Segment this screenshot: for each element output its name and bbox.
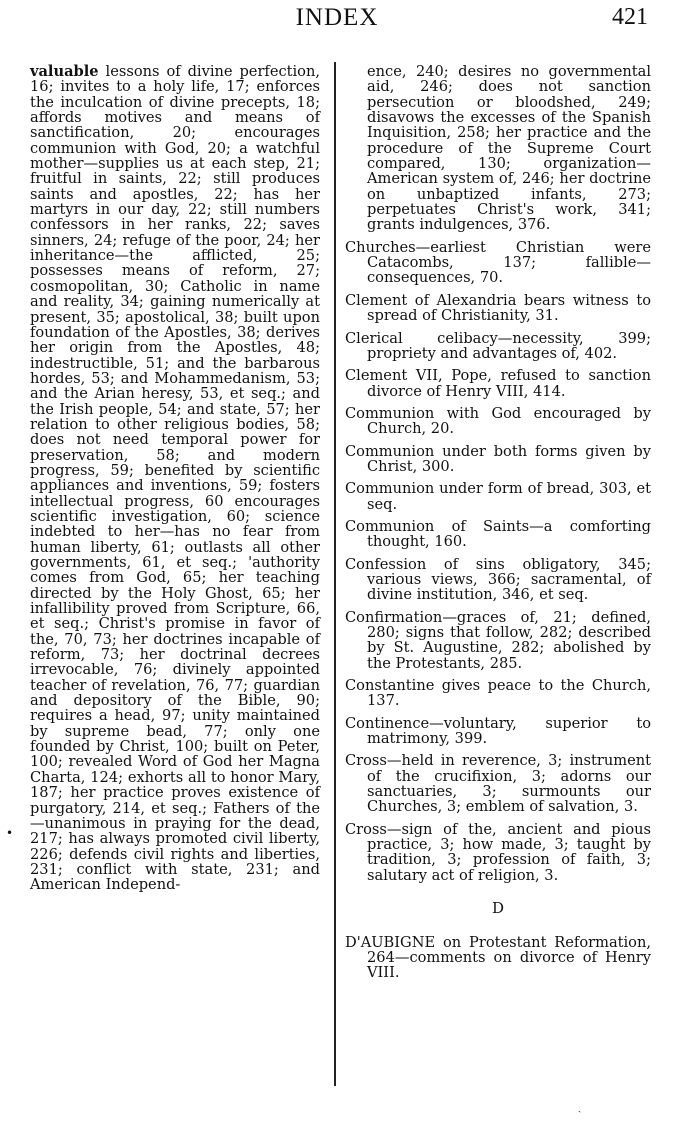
index-entry: Communion under both forms given by Christ, 300. — [345, 442, 651, 475]
index-entry: Churches—earliest Christian were Catacombs, 137; fallible—consequences, 70. — [345, 238, 651, 287]
right-column — [345, 64, 651, 988]
index-entry: D'AUBIGNE on Protestant Reformation, 264—comments on divorce of Henry VIII. — [345, 933, 651, 982]
index-entry: Confession of sins obligatory, 345; various views, 366; sacramental, of divine institution, 346, et seq. — [345, 555, 651, 604]
index-entry: Clement VII, Pope, refused to sanction divorce of Henry VIII, 414. — [345, 367, 651, 400]
index-entry: Continence—voluntary, superior to matrimony, 399. — [345, 714, 651, 748]
index-entry: Cross—sign of the, ancient and pious practice, 3; how made, 3; taught by tradition, 3; profession of faith, 3; salutary act of religion, 3. — [345, 820, 651, 884]
index-entry: Confirmation—graces of, 21; defined, 280; signs that follow, 282; described by St. Augustine, 282; abolished by the Protestants, 285. — [345, 608, 651, 672]
section-letter-d: D — [491, 899, 505, 918]
index-entry: Communion of Saints—a comforting thought, 160. — [345, 517, 651, 551]
page-header — [0, 0, 674, 40]
page-number: 421 — [612, 4, 648, 30]
left-column — [30, 64, 320, 893]
running-title: INDEX — [295, 4, 379, 31]
column-divider — [334, 62, 336, 1086]
index-entry: Clement of Alexandria bears witness to spread of Christianity, 31. — [345, 291, 651, 325]
foot-mark: ˎ — [578, 1102, 582, 1113]
index-entry: Communion under form of bread, 303, et seq. — [345, 480, 651, 513]
church-entry-continuation-right: ence, 240; desires no governmental aid, 246; does not sanction persecution or bloodshed, 249; disavows the excesses of the Spanish Inquisition, 258; her practice and the procedure of the Supreme Court compared, 130; organization—American system of, 246; her doctrine on unbaptized infants, 273; perpetuates Christ's work, 341; grants indulgences, 376. — [367, 63, 651, 234]
continuation-lead-word: valuable — [30, 63, 99, 80]
margin-mark: • — [6, 826, 14, 840]
church-entry-continuation — [30, 64, 320, 893]
index-entry: Cross—held in reverence, 3; instrument of the crucifixion, 3; adorns our sanctuaries, 3; surmounts our Churches, 3; emblem of salvation, 3. — [345, 752, 651, 816]
index-entry: Communion with God encouraged by Church, 20. — [345, 404, 651, 438]
index-entry: Constantine gives peace to the Church, 137. — [345, 677, 651, 710]
continuation-text: lessons of divine perfection, 16; invites to a holy life, 17; enforces the inculcation of divine precepts, 18; affords motives and means of sanctification, 20; encourages communion with God, 20; a watchful mother—supplies us at each step, 21; fruitful in saints, 22; still produces saints and apostles, 22; has her martyrs in our day, 22; still numbers confessors in her ranks, 22; saves sinners, 24; refuge of the poor, 24; her inheritance—the afflicted, 25; possesses means of reform, 27; cosmopolitan, 30; Catholic in name and reality, 34; gaining numerically at present, 35; apostolical, 38; built upon foundation of the Apostles, 38; derives her origin from the Apostles, 48; indestructible, 51; and the barbarous hordes, 53; and Mohammedanism, 53; and the Arian heresy, 53, et seq.; and the Irish people, 54; and state, 57; her relation to other religious bodies, 58; does not need temporal power for preservation, 58; and modern progress, 59; benefited by scientific appliances and inventions, 59; fosters intellectual progress, 60 encourages scientific investigation, 60; science indebted to her—has no fear from human liberty, 61; outlasts all other governments, 61, et seq.; 'authority comes from God, 65; her teaching directed by the Holy Ghost, 65; her infallibility proved from Scripture, 66, et seq.; Christ's promise in favor of the, 70, 73; her doctrines incapable of reform, 73; her doctrinal decrees irrevocable, 76; divinely appointed teacher of revelation, 76, 77; guardian and depository of the Bible, 90; requires a head, 97; unity maintained by supreme bead, 77; only one founded by Christ, 100; built on Peter, 100; revealed Word of God her Magna Charta, 124; exhorts all to honor Mary, 187; her practice proves existence of purgatory, 214, et seq.; Fathers of the—unanimous in praying for the dead, 217; has always promoted civil liberty, 226; defends civil rights and liberties, 231; conflict with state, 231; and American Independ- — [30, 63, 320, 894]
index-entry: Clerical celibacy—necessity, 399; propriety and advantages of, 402. — [345, 329, 651, 362]
